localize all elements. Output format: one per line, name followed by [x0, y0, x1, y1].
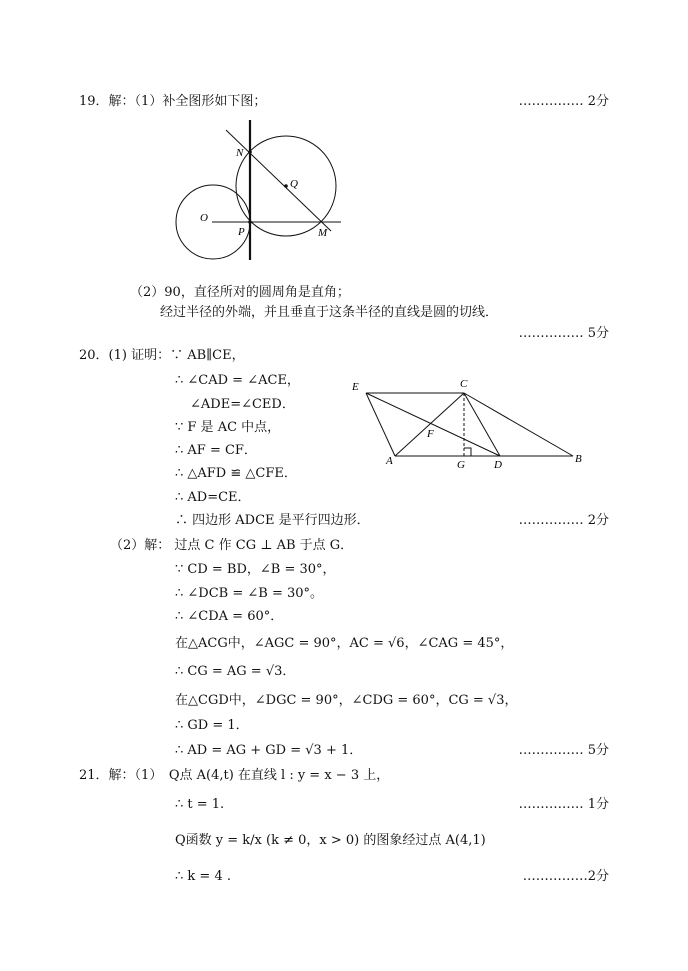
right-angle-mark [464, 448, 471, 456]
q19-score-2: …………… 5分 [518, 326, 609, 341]
seg-ae [366, 393, 395, 456]
q19-part2-line2: 经过半径的外端，并且垂直于这条半径的直线是圆的切线． [160, 305, 499, 320]
q21-score-2: ……………2分 [522, 869, 609, 884]
q20-line-1: 20．(1) 证明：∵ AB∥CE， [79, 348, 245, 363]
label-n: N [236, 147, 244, 159]
q21-line-2: ∴ t = 1. [175, 797, 225, 812]
q20-line-3: ∠ADE=∠CED． [190, 397, 295, 412]
q20-line-13: 在△ACG中，∠AGC = 90°，AC = √6，∠CAG = 45°， [175, 636, 514, 651]
q21-line-1: 21．解：（1） Q点 A(4,t) 在直线 l : y = x − 3 上， [79, 768, 390, 783]
q20-line-17: ∴ AD = AG + GD = √3 + 1． [175, 743, 363, 758]
q20-line-16: ∴ GD = 1． [175, 718, 249, 733]
q20-line-2: ∴ ∠CAD = ∠ACE， [175, 373, 300, 388]
label-m: M [318, 227, 328, 239]
label-p: P [238, 226, 245, 238]
q20-score-1: …………… 2分 [518, 513, 609, 528]
label-o: O [200, 212, 208, 224]
label-f: F [427, 428, 434, 440]
label-b: B [575, 453, 582, 465]
q20-line-5: ∴ AF = CF． [175, 443, 257, 458]
label-q: Q [290, 178, 298, 190]
label-e: E [352, 381, 359, 393]
label-d: D [494, 459, 502, 471]
q20-line-4: ∵ F 是 AC 中点， [175, 420, 281, 435]
q20-line-14: ∴ CG = AG = √3． [175, 664, 296, 679]
q20-line-11: ∴ ∠DCB = ∠B = 30°。 [175, 586, 324, 601]
label-a: A [386, 455, 393, 467]
q19-title: 19．解：（1）补全图形如下图； [79, 94, 267, 109]
q20-line-10: ∵ CD = BD，∠B = 30°， [175, 562, 336, 577]
q21-score-1: …………… 1分 [518, 797, 609, 812]
q20-line-8: ∴ 四边形 ADCE 是平行四边形． [175, 513, 370, 528]
label-c: C [460, 378, 468, 390]
q21-line-4: ∴ k = 4 . [175, 869, 231, 884]
label-g: G [457, 459, 465, 471]
seg-ac [395, 393, 464, 456]
q20-score-2: …………… 5分 [518, 743, 609, 758]
q20-line-12: ∴ ∠CDA = 60°． [175, 609, 284, 624]
q19-part2-line1: （2）90，直径所对的圆周角是直角； [130, 285, 350, 300]
q19-score-1: …………… 2分 [518, 94, 609, 109]
seg-cd [464, 393, 500, 456]
q20-line-15: 在△CGD中，∠DGC = 90°，∠CDG = 60°，CG = √3， [175, 693, 518, 708]
q20-line-9: （2）解： 过点 C 作 CG ⊥ AB 于点 G． [110, 538, 354, 553]
q21-line-3: Q函数 y = k/x (k ≠ 0，x > 0) 的图象经过点 A(4,1) [175, 833, 486, 848]
q20-line-6: ∴ △AFD ≌ △CFE． [175, 466, 297, 481]
q20-line-7: ∴ AD=CE． [175, 490, 251, 505]
